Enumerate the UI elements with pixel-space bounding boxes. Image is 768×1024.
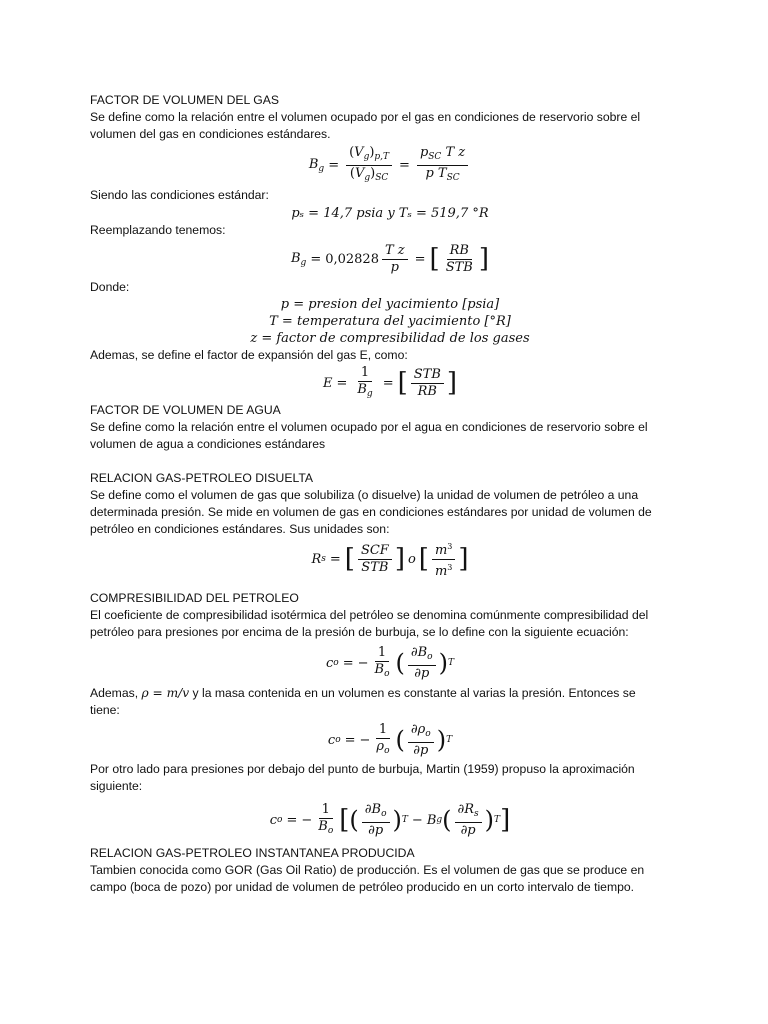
standard-conditions-text: pₛ = 14,7 psia y Tₛ = 519,7 °R xyxy=(291,205,489,221)
paragraph-line: El coeficiente de compresibilidad isotérmica del petróleo se denomina comúnmente compresibilidad del xyxy=(90,608,649,622)
definition-z: z = factor de compresibilidad de los gases xyxy=(250,331,530,346)
section-heading-gas-volume-factor: FACTOR DE VOLUMEN DEL GAS xyxy=(90,93,279,107)
paragraph-line: volumen de agua a condiciones estándares xyxy=(90,437,326,451)
paragraph-line: Tambien conocida como GOR (Gas Oil Ratio) de producción. Es el volumen de gas que se produce en xyxy=(90,863,645,877)
section-heading-water-volume-factor: FACTOR DE VOLUMEN DE AGUA xyxy=(90,403,281,417)
paragraph-line: determinada presión. Se mide en volumen de gas en condiciones estándares por unidad de volumen de xyxy=(90,505,652,519)
equation-co-rho: c o = − $\frac{1}{\rho_o}$ ( $\frac{\partial\rho_o}{\partial p}$ ) T xyxy=(327,721,453,758)
paragraph-line: campo (boca de pozo) por unidad de volumen de petróleo producido en un corto intervalo de tiempo. xyxy=(90,880,635,894)
section-heading-instantaneous-gor: RELACION GAS-PETROLEO INSTANTANEA PRODUCIDA xyxy=(90,846,415,860)
paragraph-line: Donde: xyxy=(90,280,130,294)
paragraph-line: Ademas, ρ = m/v y la masa contenida en un volumen es constante al varias la presión. Entonces se xyxy=(90,686,636,700)
paragraph-line: Se define como la relación entre el volumen ocupado por el agua en condiciones de reservorio sobre el xyxy=(90,420,648,434)
paragraph-line: Por otro lado para presiones por debajo del punto de burbuja, Martin (1959) propuso la aproximación xyxy=(90,762,635,776)
paragraph-line: Siendo las condiciones estándar: xyxy=(90,188,269,202)
paragraph-line: volumen del gas en condiciones estándares. xyxy=(90,127,331,141)
equation-standard-conditions xyxy=(90,204,690,222)
equation-expansion-factor: E = $\frac{1}{B_g}$ = [ $\frac{\text{STB}}{RB}$ ] xyxy=(322,364,458,399)
paragraph-line: Ademas, se define el factor de expansión del gas E, como: xyxy=(90,348,408,362)
equation-bg-replaced: $B_g$ = 0,02828 $\frac{\text{T z}}{p}$ = [ $\frac{RB}{\text{STB}}$ ] xyxy=(290,242,489,275)
paragraph-line: siguiente: xyxy=(90,779,143,793)
definition-T: T = temperatura del yacimiento [°R] xyxy=(269,314,511,329)
equation-bg-definition: $B_g$ = $\frac{(V_g)_{p,T}}{(V_g)_{SC}}$ = $\frac{p_{SC} T z}{p T_{SC}}$ xyxy=(90,143,690,187)
equation-rs-units: R s = [ $\frac{\text{SCF}}{\text{STB}}$ ] o [ $\frac{m^3}{m^3}$ ] xyxy=(90,538,690,580)
section-heading-dissolved-gor: RELACION GAS-PETROLEO DISUELTA xyxy=(90,471,314,485)
paragraph-line: Se define como el volumen de gas que solubiliza (o disuelve) la unidad de volumen de petróleo a una xyxy=(90,488,639,502)
bg-coefficient: 0,02828 xyxy=(325,251,379,267)
equation-co-martin: c o = − $\frac{1}{B_o}$ [ ( $\frac{\partial B_o}{\partial p}$ ) T − B g ( $\frac{\partial R_s}{\partial p}$ ) T ] xyxy=(269,801,511,838)
paragraph-line: tiene: xyxy=(90,703,120,717)
section-heading-oil-compressibility: COMPRESIBILIDAD DEL PETROLEO xyxy=(90,591,299,605)
paragraph-line: Reemplazando tenemos: xyxy=(90,223,226,237)
paragraph-line: petróleo en condiciones estándares. Sus unidades son: xyxy=(90,522,390,536)
document-page xyxy=(90,92,690,896)
paragraph-line: Se define como la relación entre el volumen ocupado por el gas en condiciones de reservorio sobre el xyxy=(90,110,641,124)
paragraph-line: petróleo para presiones por encima de la presión de burbuja, se lo define con la siguiente ecuación: xyxy=(90,625,629,639)
definition-p: p = presion del yacimiento [psia] xyxy=(280,297,500,312)
equation-co-bo: c o = − $\frac{1}{B_o}$ ( $\frac{\partial B_o}{\partial p}$ ) T xyxy=(326,644,454,681)
